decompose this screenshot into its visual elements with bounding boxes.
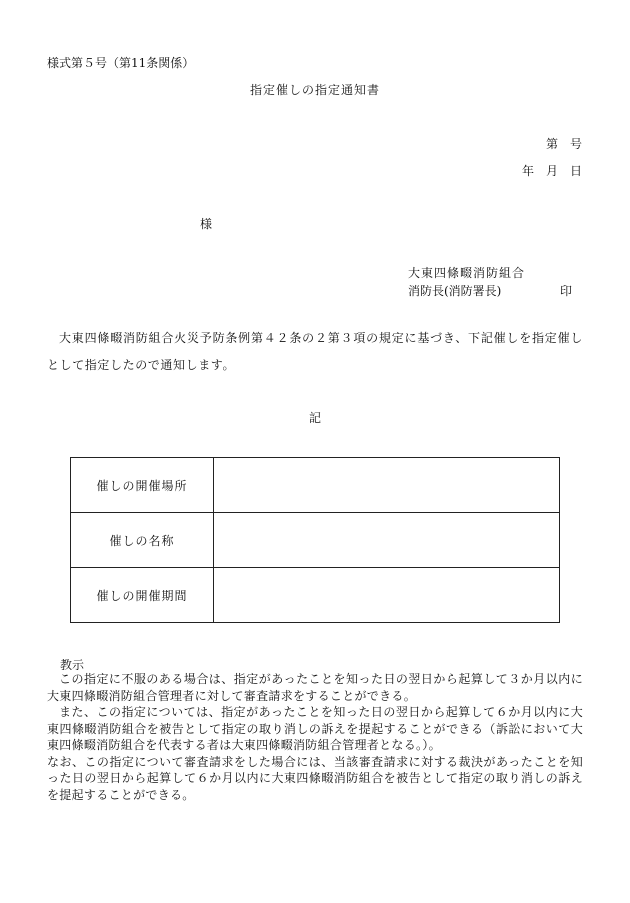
notice-paragraph: なお、この指定について審査請求をした場合には、当該審査請求に対する裁決があったことを知った日の翌日から起算して６か月以内に大東四條畷消防組合を被告として指定の取り消しの訴えを提起することができる。 — [47, 754, 583, 802]
event-details-table — [70, 457, 560, 623]
ki-heading: 記 — [308, 411, 321, 425]
issuer-organization: 大東四條畷消防組合 — [408, 266, 526, 280]
issuer-position: 消防長(消防署長) — [408, 284, 502, 298]
event-location-label: 催しの開催場所 — [71, 458, 214, 513]
table-row — [71, 513, 560, 568]
event-location-value — [214, 458, 560, 513]
event-name-value — [214, 513, 560, 568]
notice-paragraph: また、この指定については、指定があったことを知った日の翌日から起算して６か月以内に大東四條畷消防組合を被告として指定の取り消しの訴えを提起することができる（訴訟において大東四條畷消防組合を代表する者は大東四條畷消防組合管理者となる。）。 — [47, 705, 583, 752]
document-title: 指定催しの指定通知書 — [249, 83, 380, 97]
form-number: 様式第５号（第11条関係） — [47, 56, 195, 70]
notice-heading: 教示 — [60, 658, 85, 672]
table-row — [71, 568, 560, 623]
addressee-suffix: 様 — [200, 217, 213, 231]
notice-paragraph: この指定に不服のある場合は、指定があったことを知った日の翌日から起算して３か月以内に大東四條畷消防組合管理者に対して審査請求をすることができる。 — [47, 672, 583, 703]
seal-mark: 印 — [560, 284, 573, 298]
issue-date: 年 月 日 — [521, 164, 582, 178]
table-row — [71, 458, 560, 513]
document-number: 第 号 — [545, 137, 582, 151]
event-name-label: 催しの名称 — [71, 513, 214, 568]
event-period-value — [214, 568, 560, 623]
event-period-label: 催しの開催期間 — [71, 568, 214, 623]
notice-section — [47, 671, 583, 803]
body-paragraph: 大東四條畷消防組合火災予防条例第４２条の２第３項の規定に基づき、下記催しを指定催しとして指定したので通知します。 — [47, 331, 583, 372]
